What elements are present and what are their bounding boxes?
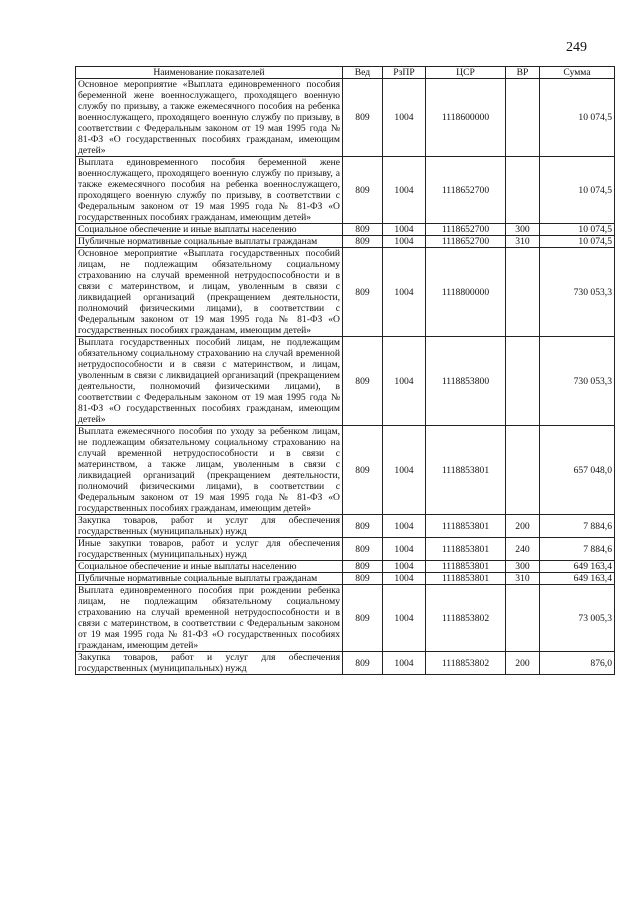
cell-sum: 10 074,5 — [540, 236, 615, 248]
cell-sum: 730 053,3 — [540, 248, 615, 337]
cell-vr: 300 — [506, 561, 540, 573]
cell-csr: 1118652700 — [426, 236, 506, 248]
cell-csr: 1118853800 — [426, 337, 506, 426]
cell-name: Выплата единовременного пособия при рождении ребенка лицам, не подлежащим обязательному социальному страхованию на случай временной нетрудоспособности и в связи с материнством, в соответствии с Федеральным законом от 19 мая 1995 года № 81-ФЗ «О государственных пособиях гражданам, имеющим детей» — [76, 585, 343, 652]
cell-vr: 200 — [506, 652, 540, 675]
cell-sum: 7 884,6 — [540, 538, 615, 561]
cell-sum: 657 048,0 — [540, 426, 615, 515]
header-vr: ВР — [506, 67, 540, 79]
cell-ved: 809 — [343, 538, 383, 561]
cell-name: Закупка товаров, работ и услуг для обеспечения государственных (муниципальных) нужд — [76, 515, 343, 538]
page-number: 249 — [566, 40, 587, 55]
cell-ved: 809 — [343, 236, 383, 248]
cell-ved: 809 — [343, 426, 383, 515]
cell-rzpr: 1004 — [383, 585, 426, 652]
cell-vr: 310 — [506, 573, 540, 585]
cell-rzpr: 1004 — [383, 652, 426, 675]
cell-vr: 240 — [506, 538, 540, 561]
cell-rzpr: 1004 — [383, 224, 426, 236]
cell-name: Выплата государственных пособий лицам, не подлежащим обязательному социальному страхованию на случай временной нетрудоспособности и в связи с материнством, и лицам, уволенным в связи с ликвидацией организаций (прекращением деятельности, полномочий физическими лицами), в соответствии с Федеральным законом от 19 мая 1995 года № 81-ФЗ «О государственных пособиях гражданам, имеющим детей» — [76, 337, 343, 426]
cell-name: Социальное обеспечение и иные выплаты населению — [76, 561, 343, 573]
cell-sum: 10 074,5 — [540, 79, 615, 157]
cell-csr: 1118800000 — [426, 248, 506, 337]
cell-sum: 649 163,4 — [540, 573, 615, 585]
cell-rzpr: 1004 — [383, 515, 426, 538]
cell-vr: 200 — [506, 515, 540, 538]
cell-sum: 876,0 — [540, 652, 615, 675]
table-row — [76, 224, 615, 236]
cell-vr — [506, 426, 540, 515]
cell-ved: 809 — [343, 157, 383, 224]
cell-rzpr: 1004 — [383, 248, 426, 337]
cell-rzpr: 1004 — [383, 538, 426, 561]
cell-rzpr: 1004 — [383, 79, 426, 157]
cell-ved: 809 — [343, 585, 383, 652]
table-row — [76, 561, 615, 573]
cell-name: Выплата ежемесячного пособия по уходу за ребенком лицам, не подлежащим обязательному социальному страхованию на случай временной нетрудоспособности и в связи с материнством, а также лицам, уволенным в связи с ликвидацией организаций (прекращением деятельности, полномочий физическими лицами), в соответствии с Федеральным законом от 19 мая 1995 года № 81-ФЗ «О государственных пособиях гражданам, имеющим детей» — [76, 426, 343, 515]
table-row — [76, 157, 615, 224]
cell-vr — [506, 79, 540, 157]
cell-ved: 809 — [343, 248, 383, 337]
cell-csr: 1118652700 — [426, 157, 506, 224]
cell-name: Публичные нормативные социальные выплаты гражданам — [76, 236, 343, 248]
cell-csr: 1118652700 — [426, 224, 506, 236]
cell-name: Основное мероприятие «Выплата государственных пособий лицам, не подлежащим обязательному социальному страхованию на случай временной нетрудоспособности и в связи с материнством, и лицам, уволенным в связи с ликвидацией организаций (прекращением деятельности, полномочий физическими лицами), в соответствии с Федеральным законом от 19 мая 1995 года № 81-ФЗ «О государственных пособиях гражданам, имеющим детей» — [76, 248, 343, 337]
cell-ved: 809 — [343, 561, 383, 573]
cell-rzpr: 1004 — [383, 236, 426, 248]
cell-csr: 1118853801 — [426, 573, 506, 585]
header-ved: Вед — [343, 67, 383, 79]
cell-sum: 649 163,4 — [540, 561, 615, 573]
cell-ved: 809 — [343, 573, 383, 585]
cell-rzpr: 1004 — [383, 426, 426, 515]
cell-vr: 310 — [506, 236, 540, 248]
cell-csr: 1118853802 — [426, 585, 506, 652]
cell-sum: 10 074,5 — [540, 224, 615, 236]
cell-sum: 7 884,6 — [540, 515, 615, 538]
table-row — [76, 573, 615, 585]
cell-name: Социальное обеспечение и иные выплаты населению — [76, 224, 343, 236]
header-row — [76, 67, 615, 79]
table-row — [76, 652, 615, 675]
header-rzpr: РзПР — [383, 67, 426, 79]
table-row — [76, 236, 615, 248]
table-row — [76, 79, 615, 157]
table-row — [76, 248, 615, 337]
cell-sum: 10 074,5 — [540, 157, 615, 224]
cell-ved: 809 — [343, 652, 383, 675]
table-body — [76, 79, 615, 675]
cell-vr — [506, 248, 540, 337]
cell-ved: 809 — [343, 79, 383, 157]
cell-vr — [506, 337, 540, 426]
cell-ved: 809 — [343, 337, 383, 426]
table-row — [76, 515, 615, 538]
cell-csr: 1118853801 — [426, 426, 506, 515]
cell-csr: 1118600000 — [426, 79, 506, 157]
cell-name: Публичные нормативные социальные выплаты гражданам — [76, 573, 343, 585]
cell-csr: 1118853802 — [426, 652, 506, 675]
cell-rzpr: 1004 — [383, 157, 426, 224]
cell-name: Выплата единовременного пособия беременной жене военнослужащего, проходящего военную службу по призыву, а также ежемесячного пособия на ребенка военнослужащего, проходящего военную службу по призыву, в соответствии с Федеральным законом от 19 мая 1995 года № 81-ФЗ «О государственных пособиях гражданам, имеющим детей» — [76, 157, 343, 224]
cell-name: Закупка товаров, работ и услуг для обеспечения государственных (муниципальных) нужд — [76, 652, 343, 675]
cell-sum: 730 053,3 — [540, 337, 615, 426]
table-row — [76, 337, 615, 426]
cell-ved: 809 — [343, 224, 383, 236]
header-csr: ЦСР — [426, 67, 506, 79]
cell-csr: 1118853801 — [426, 561, 506, 573]
cell-name: Основное мероприятие «Выплата единовременного пособия беременной жене военнослужащего, проходящего военную службу по призыву, а также ежемесячного пособия на ребенка военнослужащего, проходящего военную службу по призыву, в соответствии с Федеральным законом от 19 мая 1995 года № 81-ФЗ «О государственных пособиях гражданам, имеющим детей» — [76, 79, 343, 157]
cell-ved: 809 — [343, 515, 383, 538]
cell-rzpr: 1004 — [383, 337, 426, 426]
cell-vr: 300 — [506, 224, 540, 236]
table-row — [76, 426, 615, 515]
cell-name: Иные закупки товаров, работ и услуг для обеспечения государственных (муниципальных) нужд — [76, 538, 343, 561]
header-name: Наименование показателей — [76, 67, 343, 79]
table-row — [76, 585, 615, 652]
cell-rzpr: 1004 — [383, 573, 426, 585]
cell-vr — [506, 157, 540, 224]
budget-table — [75, 66, 615, 675]
table-header — [76, 67, 615, 79]
cell-vr — [506, 585, 540, 652]
cell-rzpr: 1004 — [383, 561, 426, 573]
cell-sum: 73 005,3 — [540, 585, 615, 652]
cell-csr: 1118853801 — [426, 515, 506, 538]
header-sum: Сумма — [540, 67, 615, 79]
cell-csr: 1118853801 — [426, 538, 506, 561]
table-row — [76, 538, 615, 561]
